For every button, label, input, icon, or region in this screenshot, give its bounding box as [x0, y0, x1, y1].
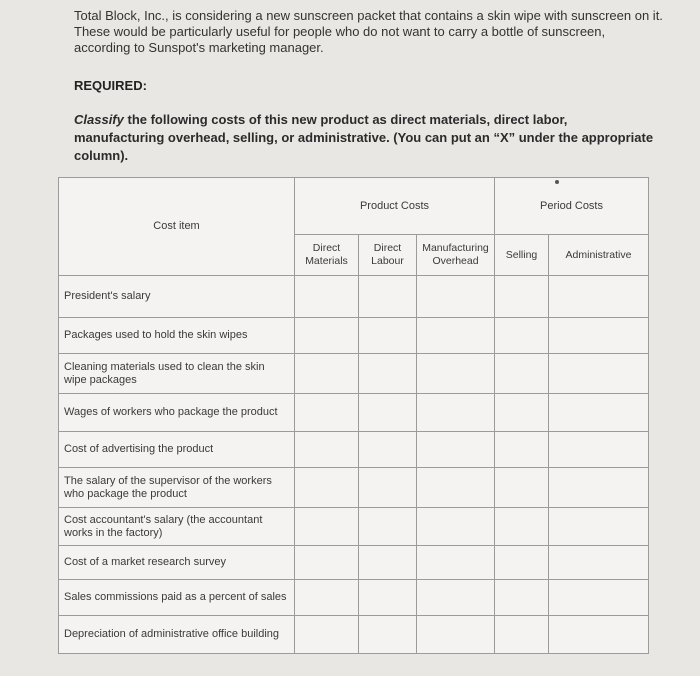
- direct-labour-answer-cell[interactable]: [359, 546, 417, 580]
- direct-labour-answer-cell[interactable]: [359, 318, 417, 354]
- administrative-answer-cell[interactable]: [549, 432, 649, 468]
- administrative-answer-cell[interactable]: [549, 508, 649, 546]
- cost-item-cell: Cost of a market research survey: [59, 546, 295, 580]
- intro-paragraph: Total Block, Inc., is considering a new sunscreen packet that contains a skin wipe with sunscreen on it. These would be particularly useful for people who do not want to carry a bottle of sunscreen, according to Sunspot's marketing manager.: [74, 8, 663, 55]
- manufacturing-overhead-answer-cell[interactable]: [417, 508, 495, 546]
- direct-materials-answer-cell[interactable]: [295, 546, 359, 580]
- table-row: [59, 546, 649, 580]
- direct-labour-answer-cell[interactable]: [359, 394, 417, 432]
- direct-labour-answer-cell[interactable]: [359, 276, 417, 318]
- period-costs-header: Period Costs: [495, 178, 649, 235]
- administrative-answer-cell[interactable]: [549, 616, 649, 654]
- selling-answer-cell[interactable]: [495, 276, 549, 318]
- direct-materials-header: Direct Materials: [295, 235, 359, 276]
- administrative-answer-cell[interactable]: [549, 276, 649, 318]
- required-heading: REQUIRED:: [74, 78, 147, 93]
- direct-materials-answer-cell[interactable]: [295, 580, 359, 616]
- table-row: [59, 616, 649, 654]
- direct-materials-answer-cell[interactable]: [295, 432, 359, 468]
- direct-materials-answer-cell[interactable]: [295, 354, 359, 394]
- selling-header: Selling: [495, 235, 549, 276]
- direct-labour-answer-cell[interactable]: [359, 616, 417, 654]
- table-row: [59, 508, 649, 546]
- manufacturing-overhead-answer-cell[interactable]: [417, 318, 495, 354]
- instruction-rest: the following costs of this new product as direct materials, direct labor, manufacturing overhead, selling, or administrative. (You can put an “X” under the appropriate column).: [74, 112, 654, 163]
- administrative-answer-cell[interactable]: [549, 394, 649, 432]
- cost-item-header: Cost item: [59, 178, 295, 276]
- manufacturing-overhead-answer-cell[interactable]: [417, 616, 495, 654]
- manufacturing-overhead-answer-cell[interactable]: [417, 276, 495, 318]
- cost-item-cell: Packages used to hold the skin wipes: [59, 318, 295, 354]
- selling-answer-cell[interactable]: [495, 432, 549, 468]
- manufacturing-overhead-answer-cell[interactable]: [417, 432, 495, 468]
- direct-labour-answer-cell[interactable]: [359, 468, 417, 508]
- administrative-answer-cell[interactable]: [549, 468, 649, 508]
- product-costs-header: Product Costs: [295, 178, 495, 235]
- table-row: [59, 318, 649, 354]
- selling-answer-cell[interactable]: [495, 354, 549, 394]
- manufacturing-overhead-answer-cell[interactable]: [417, 394, 495, 432]
- cost-item-cell: Sales commissions paid as a percent of sales: [59, 580, 295, 616]
- table-row: [59, 580, 649, 616]
- selling-answer-cell[interactable]: [495, 394, 549, 432]
- instruction-text: [74, 111, 654, 165]
- table-row: [59, 276, 649, 318]
- cost-item-cell: The salary of the supervisor of the workers who package the product: [59, 468, 295, 508]
- table-body: [59, 276, 649, 654]
- table-row: [59, 394, 649, 432]
- cost-item-cell: Wages of workers who package the product: [59, 394, 295, 432]
- cost-item-cell: Cost of advertising the product: [59, 432, 295, 468]
- table-row: [59, 354, 649, 394]
- administrative-header: Administrative: [549, 235, 649, 276]
- selling-answer-cell[interactable]: [495, 580, 549, 616]
- manufacturing-overhead-answer-cell[interactable]: [417, 354, 495, 394]
- selling-answer-cell[interactable]: [495, 616, 549, 654]
- administrative-answer-cell[interactable]: [549, 580, 649, 616]
- direct-labour-header: Direct Labour: [359, 235, 417, 276]
- selling-answer-cell[interactable]: [495, 318, 549, 354]
- cost-item-cell: President's salary: [59, 276, 295, 318]
- direct-labour-answer-cell[interactable]: [359, 508, 417, 546]
- classification-table-wrapper: [58, 177, 700, 676]
- direct-materials-answer-cell[interactable]: [295, 508, 359, 546]
- instruction-verb: Classify: [74, 112, 124, 127]
- selling-answer-cell[interactable]: [495, 508, 549, 546]
- administrative-answer-cell[interactable]: [549, 354, 649, 394]
- manufacturing-overhead-header: Manufacturing Overhead: [417, 235, 495, 276]
- manufacturing-overhead-answer-cell[interactable]: [417, 580, 495, 616]
- cost-item-cell: Depreciation of administrative office building: [59, 616, 295, 654]
- direct-materials-answer-cell[interactable]: [295, 468, 359, 508]
- administrative-answer-cell[interactable]: [549, 318, 649, 354]
- manufacturing-overhead-answer-cell[interactable]: [417, 546, 495, 580]
- manufacturing-overhead-answer-cell[interactable]: [417, 468, 495, 508]
- table-row: [59, 432, 649, 468]
- administrative-answer-cell[interactable]: [549, 546, 649, 580]
- direct-materials-answer-cell[interactable]: [295, 276, 359, 318]
- direct-materials-answer-cell[interactable]: [295, 318, 359, 354]
- selling-answer-cell[interactable]: [495, 546, 549, 580]
- table-row: [59, 468, 649, 508]
- classification-table: [58, 177, 649, 654]
- ink-dot-marker: [555, 180, 559, 184]
- direct-materials-answer-cell[interactable]: [295, 616, 359, 654]
- cost-item-cell: Cost accountant's salary (the accountant works in the factory): [59, 508, 295, 546]
- cost-item-cell: Cleaning materials used to clean the skin wipe packages: [59, 354, 295, 394]
- direct-materials-answer-cell[interactable]: [295, 394, 359, 432]
- direct-labour-answer-cell[interactable]: [359, 354, 417, 394]
- direct-labour-answer-cell[interactable]: [359, 580, 417, 616]
- selling-answer-cell[interactable]: [495, 468, 549, 508]
- direct-labour-answer-cell[interactable]: [359, 432, 417, 468]
